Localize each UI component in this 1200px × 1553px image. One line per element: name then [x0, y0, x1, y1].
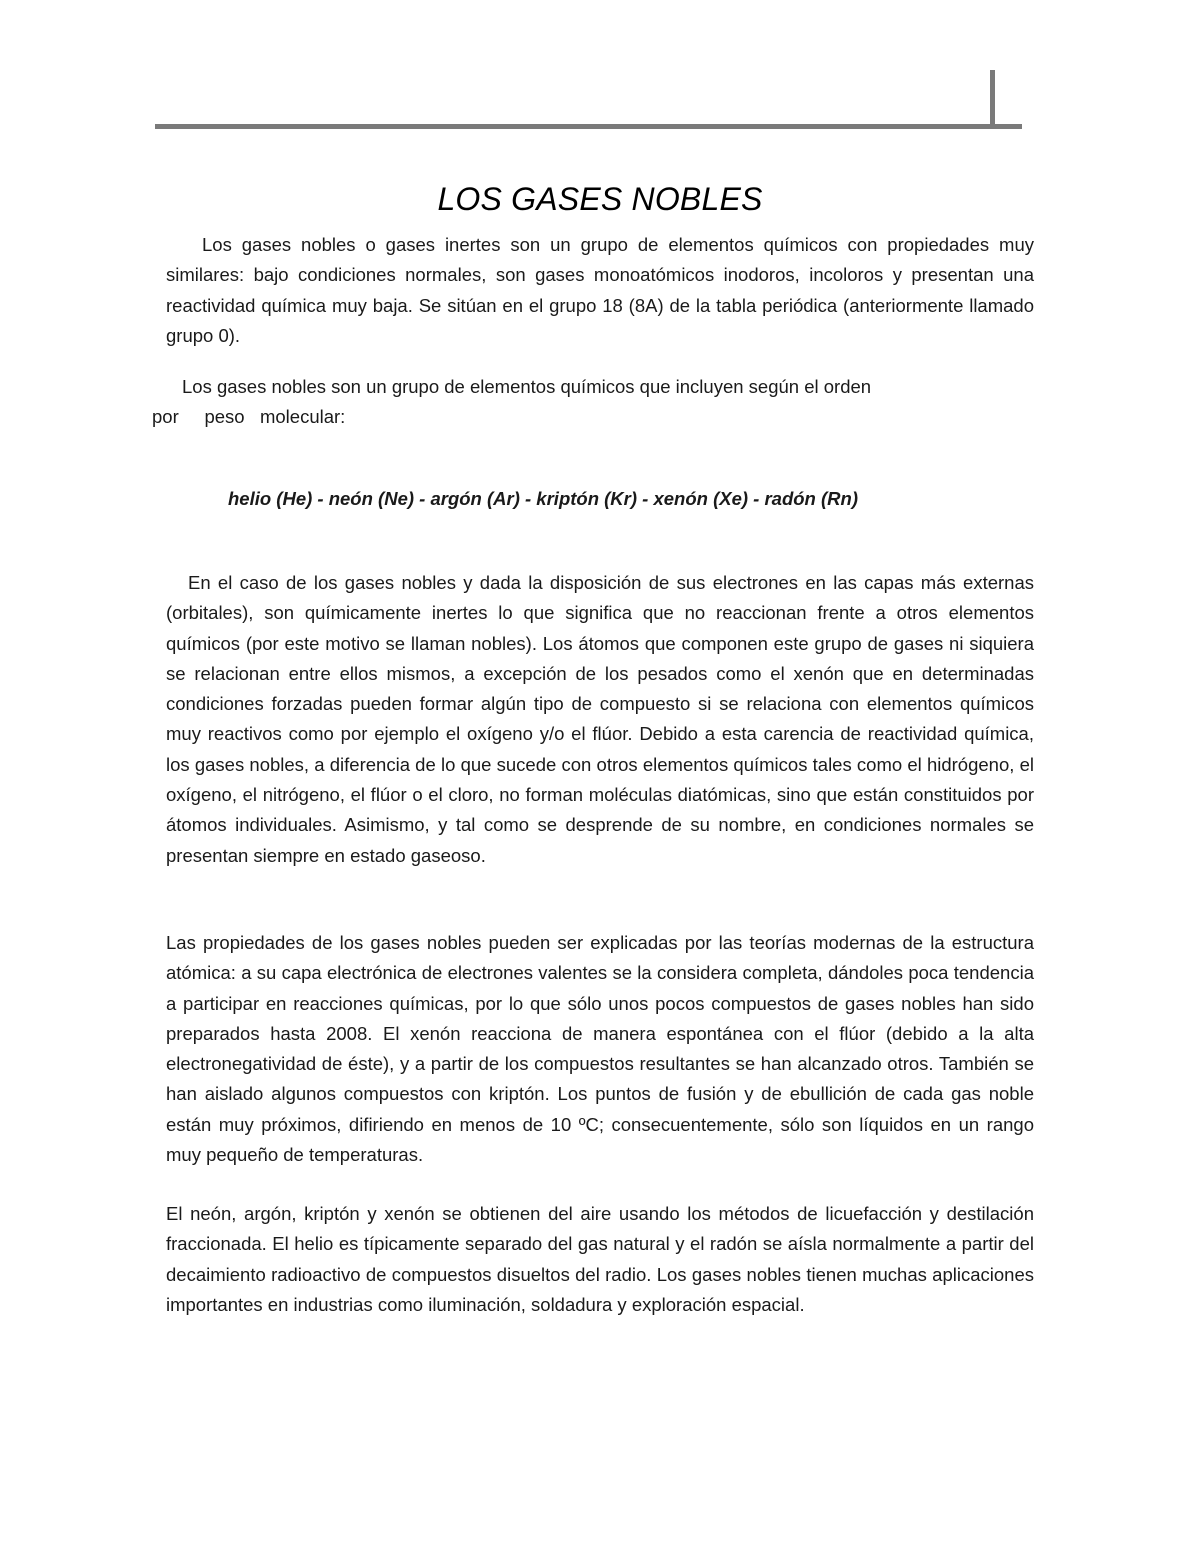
element-series: helio (He) - neón (Ne) - argón (Ar) - kriptón (Kr) - xenón (Xe) - radón (Rn)	[228, 488, 858, 509]
header-tick	[990, 70, 995, 128]
header-rule	[155, 124, 1022, 129]
paragraph-intro: Los gases nobles o gases inertes son un grupo de elementos químicos con propiedades muy similares: bajo condiciones normales, son gases monoatómicos inodoros, incoloros y presentan una reactividad química muy baja. Se sitúan en el grupo 18 (8A) de la tabla periódica (anteriormente llamado grupo 0).	[166, 234, 1034, 346]
paragraph-order-line-1: Los gases nobles son un grupo de elementos químicos que incluyen según el orden	[182, 376, 872, 397]
paragraph-properties: Las propiedades de los gases nobles pueden ser explicadas por las teorías modernas de la estructura atómica: a su capa electrónica de electrones valentes se la considera completa, dándoles poca tendencia a participar en reacciones químicas, por lo que sólo unos pocos compuestos de gases nobles han sido preparados hasta 2008. El xenón reacciona de manera espontánea con el flúor (debido a la alta electronegatividad de éste), y a partir de los compuestos resultantes se han alcanzado otros. También se han aislado algunos compuestos con kriptón. Los puntos de fusión y de ebullición de cada gas noble están muy próximos, difiriendo en menos de 10 ºC; consecuentemente, sólo son líquidos en un rango muy pequeño de temperaturas.	[166, 932, 1034, 1166]
page-title: LOS GASES NOBLES	[437, 181, 763, 218]
paragraph-applications: El neón, argón, kriptón y xenón se obtienen del aire usando los métodos de licuefacción y destilación fraccionada. El helio es típicamente separado del gas natural y el radón se aísla normalmente a partir del decaimiento radioactivo de compuestos disueltos del radio. Los gases nobles tienen muchas aplicaciones importantes en industrias como iluminación, soldadura y exploración espacial.	[166, 1203, 1034, 1315]
paragraph-inertness: En el caso de los gases nobles y dada la disposición de sus electrones en las capas más externas (orbitales), son químicamente inertes lo que significa que no reaccionan frente a otros elementos químicos (por este motivo se llaman nobles). Los átomos que componen este grupo de gases ni siquiera se relacionan entre ellos mismos, a excepción de los pesados como el xenón que en determinadas condiciones forzadas pueden formar algún tipo de compuesto si se relaciona con elementos químicos muy reactivos como por ejemplo el oxígeno y/o el flúor. Debido a esta carencia de reactividad química, los gases nobles, a diferencia de lo que sucede con otros elementos químicos tales como el hidrógeno, el oxígeno, el nitrógeno, el flúor o el cloro, no forman moléculas diatómicas, sino que están constituidos por átomos individuales. Asimismo, y tal como se desprende de su nombre, en condiciones normales se presentan siempre en estado gaseoso.	[166, 572, 1034, 866]
paragraph-order-line-2: por peso molecular:	[152, 406, 346, 427]
